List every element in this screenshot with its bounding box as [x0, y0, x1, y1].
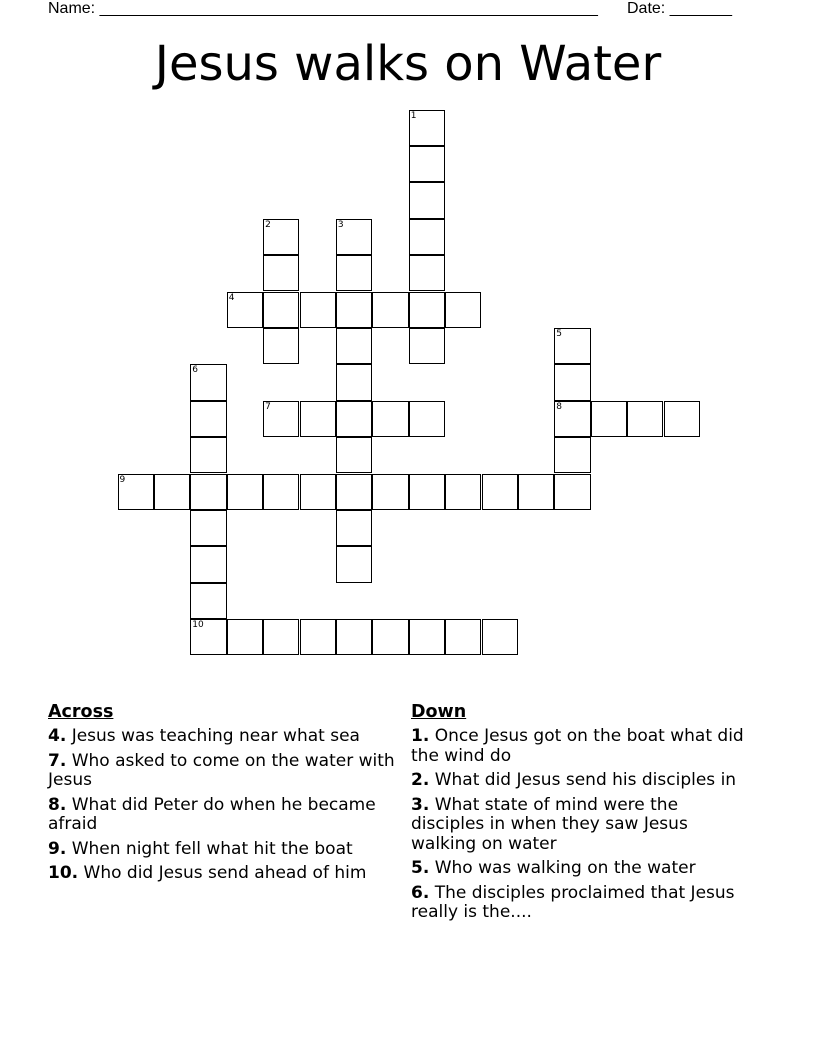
grid-cell[interactable] [190, 364, 226, 400]
grid-cell[interactable] [372, 401, 408, 437]
grid-cell[interactable] [409, 328, 445, 364]
grid-cell[interactable] [300, 401, 336, 437]
grid-cell[interactable] [300, 292, 336, 328]
grid-cell[interactable] [336, 546, 372, 582]
grid-cell[interactable] [409, 292, 445, 328]
grid-cell[interactable] [409, 401, 445, 437]
across-clues [48, 702, 398, 889]
grid-cell[interactable] [227, 619, 263, 655]
grid-cell[interactable] [409, 146, 445, 182]
grid-cell[interactable] [409, 110, 445, 146]
clue-down-6: 6. The disciples proclaimed that Jesus really is the.... [411, 882, 735, 922]
grid-cell[interactable] [190, 619, 226, 655]
clue-down-2: 2. What did Jesus send his disciples in [411, 770, 737, 790]
grid-cell[interactable] [263, 255, 299, 291]
grid-cell[interactable] [300, 474, 336, 510]
clue-down-5: 5. Who was walking on the water [411, 858, 696, 878]
clue-across-10: 10. Who did Jesus send ahead of him [48, 863, 367, 883]
clue-number: 2 [265, 219, 271, 230]
grid-cell[interactable] [591, 401, 627, 437]
grid-cell[interactable] [336, 364, 372, 400]
clue-down-1: 1. Once Jesus got on the boat what did the wind do [411, 726, 744, 766]
grid-cell[interactable] [554, 328, 590, 364]
grid-cell[interactable] [190, 437, 226, 473]
clue-number: 9 [119, 474, 126, 485]
date-field-label: Date: _______ [627, 0, 732, 17]
grid-cell[interactable] [336, 619, 372, 655]
clue-across-4: 4. Jesus was teaching near what sea [48, 726, 360, 746]
down-clues [411, 702, 751, 928]
grid-cell[interactable] [554, 364, 590, 400]
grid-cell[interactable] [336, 292, 372, 328]
grid-cell[interactable] [482, 474, 518, 510]
grid-cell[interactable] [372, 474, 408, 510]
across-heading: Across [48, 702, 114, 722]
grid-cell[interactable] [336, 437, 372, 473]
grid-cell[interactable] [554, 437, 590, 473]
grid-cell[interactable] [300, 619, 336, 655]
clue-number: 8 [556, 401, 563, 412]
clue-number: 6 [192, 365, 199, 376]
clue-number: 4 [228, 292, 235, 303]
grid-cell[interactable] [227, 292, 263, 328]
grid-cell[interactable] [263, 219, 299, 255]
grid-cell[interactable] [190, 474, 226, 510]
grid-cell[interactable] [336, 219, 372, 255]
grid-cell[interactable] [482, 619, 518, 655]
grid-cell[interactable] [445, 474, 481, 510]
grid-cell[interactable] [664, 401, 700, 437]
clue-number: 7 [265, 401, 271, 412]
grid-cell[interactable] [372, 292, 408, 328]
grid-cell[interactable] [409, 219, 445, 255]
grid-cell[interactable] [372, 619, 408, 655]
grid-cell[interactable] [409, 619, 445, 655]
grid-cell[interactable] [409, 182, 445, 218]
grid-cell[interactable] [263, 401, 299, 437]
grid-cell[interactable] [227, 474, 263, 510]
grid-cell[interactable] [409, 474, 445, 510]
grid-cell[interactable] [336, 474, 372, 510]
grid-cell[interactable] [190, 401, 226, 437]
grid-cell[interactable] [409, 255, 445, 291]
grid-cell[interactable] [263, 474, 299, 510]
grid-cell[interactable] [263, 292, 299, 328]
grid-cell[interactable] [554, 401, 590, 437]
grid-cell[interactable] [445, 619, 481, 655]
grid-cell[interactable] [190, 510, 226, 546]
clue-down-3: 3. What state of mind were the disciples in when they saw Jesus walking on water [411, 794, 688, 854]
grid-cell[interactable] [336, 510, 372, 546]
grid-cell[interactable] [118, 474, 154, 510]
clue-number: 3 [337, 219, 344, 230]
clue-number: 1 [410, 110, 417, 121]
name-field-label: Name: ________________________________________________________ [48, 0, 598, 17]
down-heading: Down [411, 702, 467, 722]
grid-cell[interactable] [263, 328, 299, 364]
grid-cell[interactable] [445, 292, 481, 328]
puzzle-title: Jesus walks on Water [154, 36, 662, 92]
grid-cell[interactable] [336, 401, 372, 437]
grid-cell[interactable] [518, 474, 554, 510]
clue-across-7: 7. Who asked to come on the water with Jesus [48, 750, 395, 790]
grid-cell[interactable] [336, 328, 372, 364]
clue-across-8: 8. What did Peter do when he became afraid [48, 794, 376, 834]
clue-across-9: 9. When night fell what hit the boat [48, 838, 353, 859]
clue-number: 5 [556, 328, 563, 339]
grid-cell[interactable] [190, 546, 226, 582]
grid-cell[interactable] [627, 401, 663, 437]
grid-cell[interactable] [154, 474, 190, 510]
grid-cell[interactable] [263, 619, 299, 655]
grid-cell[interactable] [190, 583, 226, 619]
grid-cell[interactable] [336, 255, 372, 291]
grid-cell[interactable] [554, 474, 590, 510]
clue-number: 10 [192, 620, 204, 631]
